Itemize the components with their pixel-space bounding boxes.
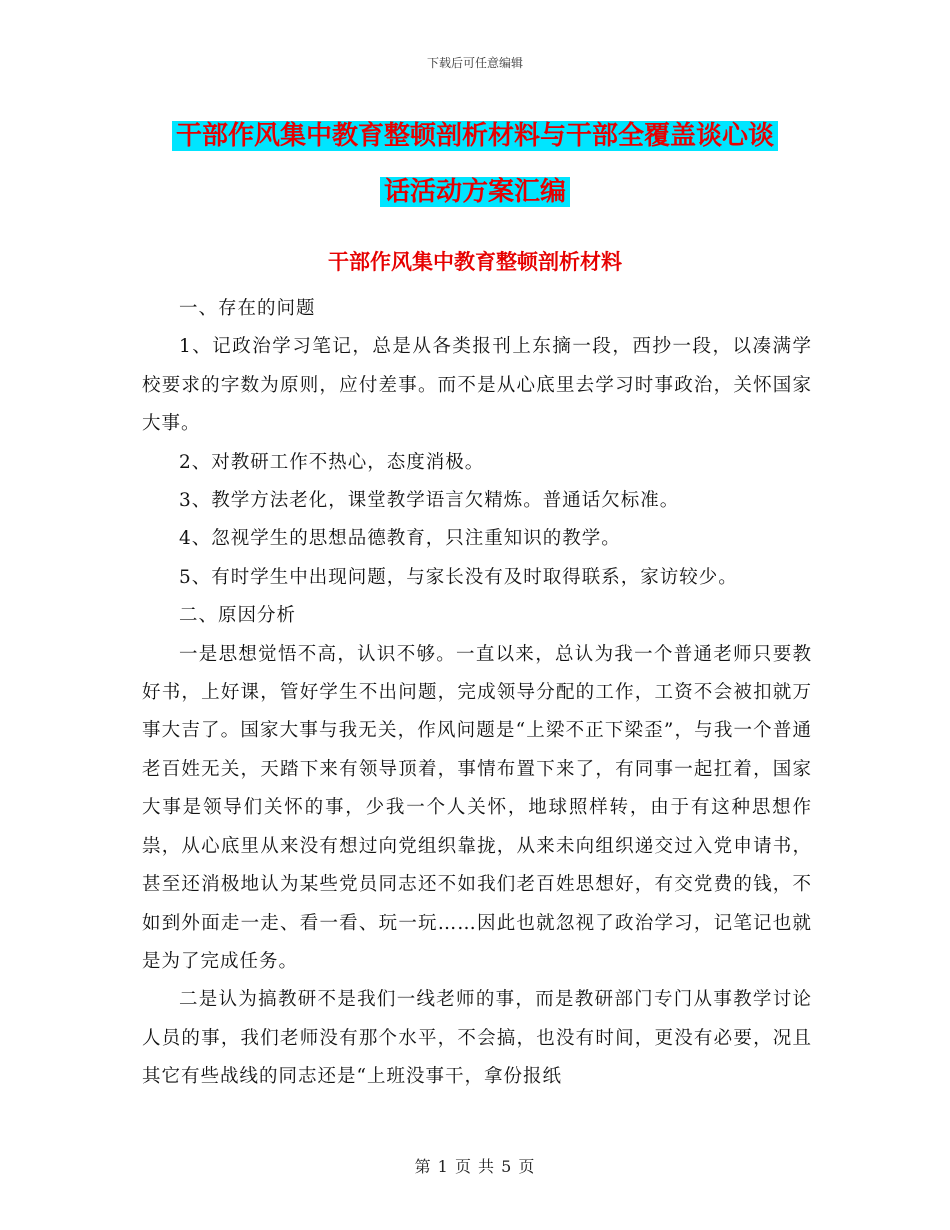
- page-footer: 第 1 页 共 5 页: [414, 1157, 536, 1176]
- paragraph: 4、忽视学生的思想品德教育，只注重知识的教学。: [179, 528, 621, 550]
- section-title: 干部作风集中教育整顿剖析材料: [328, 250, 622, 274]
- header-note: 下载后可任意编辑: [426, 56, 523, 70]
- title-line-2: 话活动方案汇编: [380, 177, 570, 207]
- paragraph: 1、记政治学习笔记，总是从各类报刊上东摘一段，西抄一段，以凑满学校要求的字数为原则，应付差事。而不是从心底里去学习时事政治，关怀国家大事。: [142, 336, 812, 435]
- paragraph: 二是认为搞教研不是我们一线老师的事，而是教研部门专门从事教学讨论人员的事，我们老师没有那个水平，不会搞，也没有时间，更没有必要，况且其它有些战线的同志还是“上班没事干，拿份报纸: [142, 989, 812, 1088]
- paragraph: 2、对教研工作不热心，态度消极。: [179, 451, 485, 473]
- paragraph: 5、有时学生中出现问题，与家长没有及时取得联系，家访较少。: [179, 566, 738, 588]
- paragraph: 3、教学方法老化，课堂教学语言欠精炼。普通话欠标准。: [179, 490, 680, 512]
- document-title: [140, 108, 810, 220]
- heading-causes: 二、原因分析: [179, 605, 297, 627]
- heading-problems: 一、存在的问题: [179, 298, 316, 319]
- title-line-1: 干部作风集中教育整顿剖析材料与干部全覆盖谈心谈: [172, 121, 778, 151]
- paragraph: 一是思想觉悟不高，认识不够。一直以来，总认为我一个普通老师只要教好书，上好课，管好学生不出问题，完成领导分配的工作，工资不会被扣就万事大吉了。国家大事与我无关，作风问题是“上梁不正下梁歪”，与我一个普通老百姓无关，天踏下来有领导顶着，事情布置下来了，有同事一起扛着，国家大事是领导们关怀的事，少我一个人关怀，地球照样转，由于有这种思想作祟，从心底里从来没有想过向党组织靠拢，从来未向组织递交过入党申请书，甚至还消极地认为某些党员同志还不如我们老百姓思想好，有交党费的钱，不如到外面走一走、看一看、玩一玩……因此也就忽视了政治学习，记笔记也就是为了完成任务。: [142, 643, 812, 972]
- document-body: [142, 290, 812, 1097]
